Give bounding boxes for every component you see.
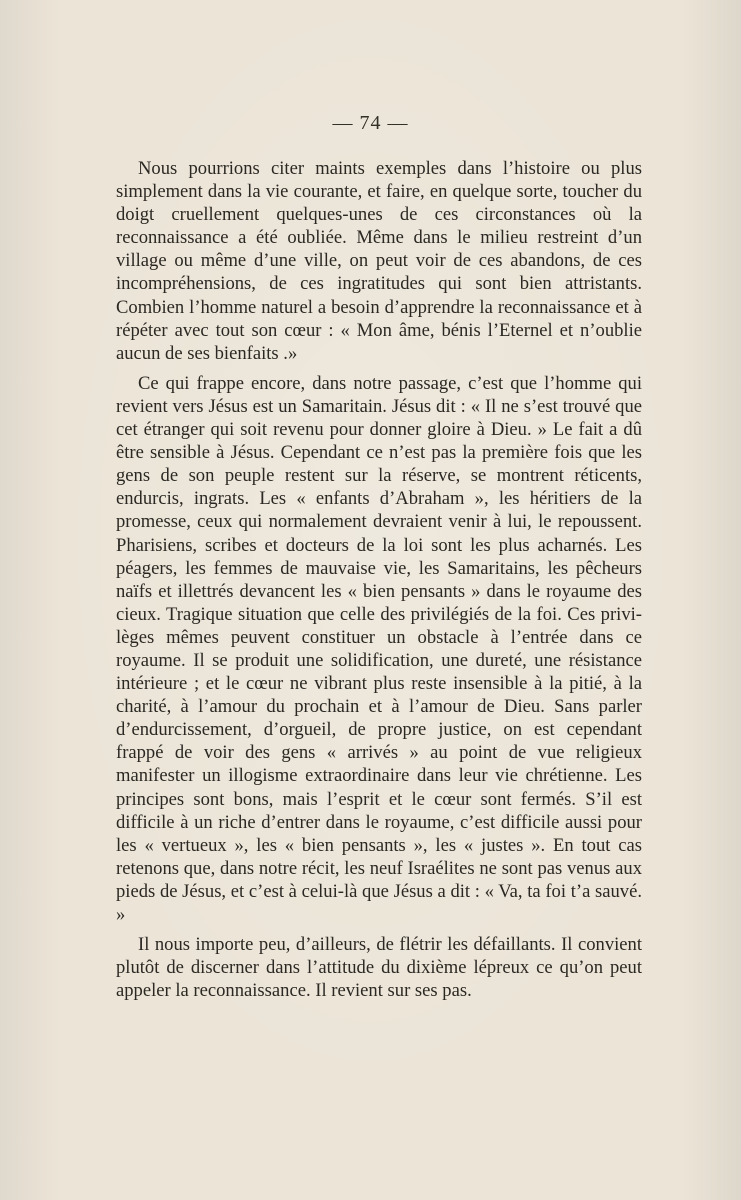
page-number: — 74 — (332, 112, 409, 134)
paragraph-3: Il nous importe peu, d’ailleurs, de flétrir les défaillants. Il convient plutôt de discerner dans l’attitude du dixième lépreux ce qu’on peut appeler la reconnaissance. Il revient sur ses pas. (116, 934, 642, 1002)
body-text (116, 157, 642, 1002)
paragraph-2: Ce qui frappe encore, dans notre passage, c’est que l’homme qui revient vers Jésus est un Samaritain. Jésus dit : « Il ne s’est trouvé que cet étranger qui soit revenu pour donner gloire à Dieu. » Le fait a dû être sensible à Jésus. Cependant ce n’est pas la première fois que les gens de son peuple restent sur la réserve, se montrent réticents, endurcis, ingrats. Les « enfants d’Abraham », les héritiers de la promesse, ceux qui normalement devraient venir à lui, le repoussent. Pharisiens, scribes et docteurs de la loi sont les plus acharnés. Les péagers, les femmes de mauvaise vie, les Samaritains, les pêcheurs naïfs et illettrés devancent les « bien pensants » dans le royaume des cieux. Tragique situation que celle des privilégiés de la foi. Ces privilèges mêmes peuvent constituer un obstacle à l’entrée dans ce royaume. Il se produit une solidification, une dureté, une résistance intérieure ; et le cœur ne vibrant plus reste insensible à la pitié, à la charité, à l’amour du prochain et à l’amour de Dieu. Sans parler d’endurcissement, d’orgueil, de propre justice, on est cependant frappé de voir des gens « arrivés » au point de vue religieux manifester un illogisme extraordinaire dans leur vie chrétienne. Les principes sont bons, mais l’esprit et le cœur sont fermés. S’il est difficile à un riche d’entrer dans le royaume, c’est difficile aussi pour les « vertueux », les « bien pensants », les « justes ». En tout cas retenons que, dans notre récit, les neuf Israélites ne sont pas venus aux pieds de Jésus, et c’est à celui-là que Jésus a dit : « Va, ta foi t’a sauvé. » (116, 372, 642, 925)
paragraph-1: Nous pourrions citer maints exemples dans l’histoire ou plus simplement dans la vie courante, et faire, en quelque sorte, toucher du doigt cruellement quelques-unes de ces circonstances où la reconnaissance a été oubliée. Même dans le milieu restreint d’un village ou même d’une ville, on peut voir de ces abandons, de ces incompréhensions, de ces ingratitudes qui sont bien attristants. Combien l’homme naturel a besoin d’apprendre la reconnaissance et à répéter avec tout son cœur : « Mon âme, bénis l’Eternel et n’oublie aucun de ses bienfaits .» (116, 158, 642, 364)
